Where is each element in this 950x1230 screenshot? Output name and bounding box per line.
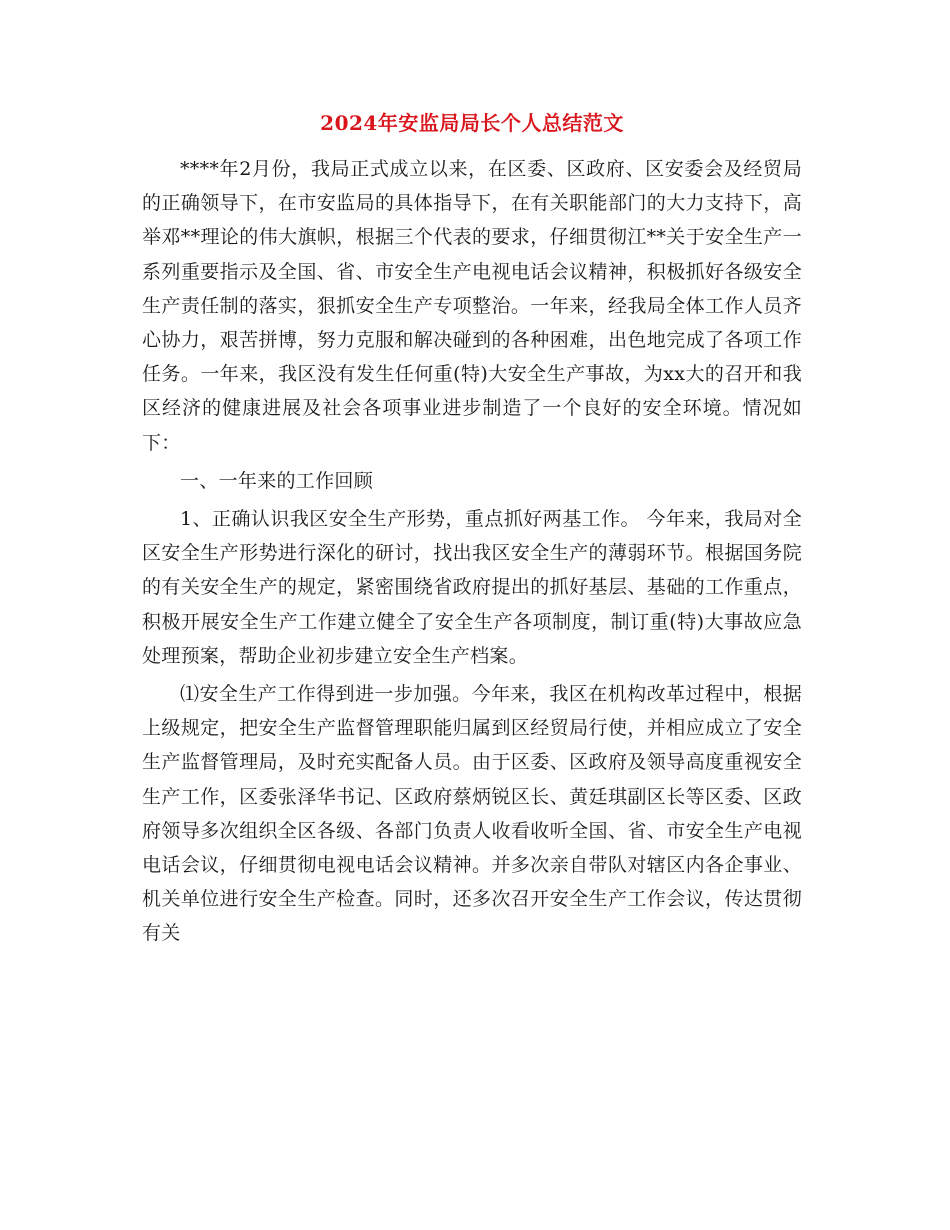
paragraph-item-1-sub-1: ⑴安全生产工作得到进一步加强。今年来，我区在机构改革过程中，根据上级规定，把安全生产监督管理职能归属到区经贸局行使，并相应成立了安全生产监督管理局，及时充实配备人员。由于区委、区政府及领导高度重视安全生产工作，区委张泽华书记、区政府蔡炳锐区长、黄廷琪副区长等区委、区政府领导多次组织全区各级、各部门负责人收看收听全国、省、市安全生产电视电话会议，仔细贯彻电视电话会议精神。并多次亲自带队对辖区内各企事业、机关单位进行安全生产检查。同时，还多次召开安全生产工作会议，传达贯彻有关 bbox=[142, 683, 802, 945]
section-heading-review: 一、一年来的工作回顾 bbox=[180, 469, 374, 492]
paragraph-item-1: 1、正确认识我区安全生产形势，重点抓好两基工作。 今年来，我局对全区安全生产形势进行深化的研讨，找出我区安全生产的薄弱环节。根据国务院的有关安全生产的规定，紧密围绕省政府提出的抓好基层、基础的工作重点，积极开展安全生产工作建立健全了安全生产各项制度，制订重(特)大事故应急处理预案，帮助企业初步建立安全生产档案。 bbox=[142, 508, 802, 667]
paragraph-intro: ****年2月份，我局正式成立以来，在区委、区政府、区安委会及经贸局的正确领导下，在市安监局的具体指导下，在有关职能部门的大力支持下，高举邓**理论的伟大旗帜，根据三个代表的要求，仔细贯彻江**关于安全生产一系列重要指示及全国、省、市安全生产电视电话会议精神，积极抓好各级安全生产责任制的落实，狠抓安全生产专项整治。一年来，经我局全体工作人员齐心协力，艰苦拼博，努力克服和解决碰到的各种困难，出色地完成了各项工作任务。一年来，我区没有发生任何重(特)大安全生产事故，为xx大的召开和我区经济的健康进展及社会各项事业进步制造了一个良好的安全环境。情况如下： bbox=[142, 158, 802, 454]
document-title: 2024年安监局局长个人总结范文 bbox=[320, 111, 624, 135]
document-page bbox=[142, 108, 802, 951]
